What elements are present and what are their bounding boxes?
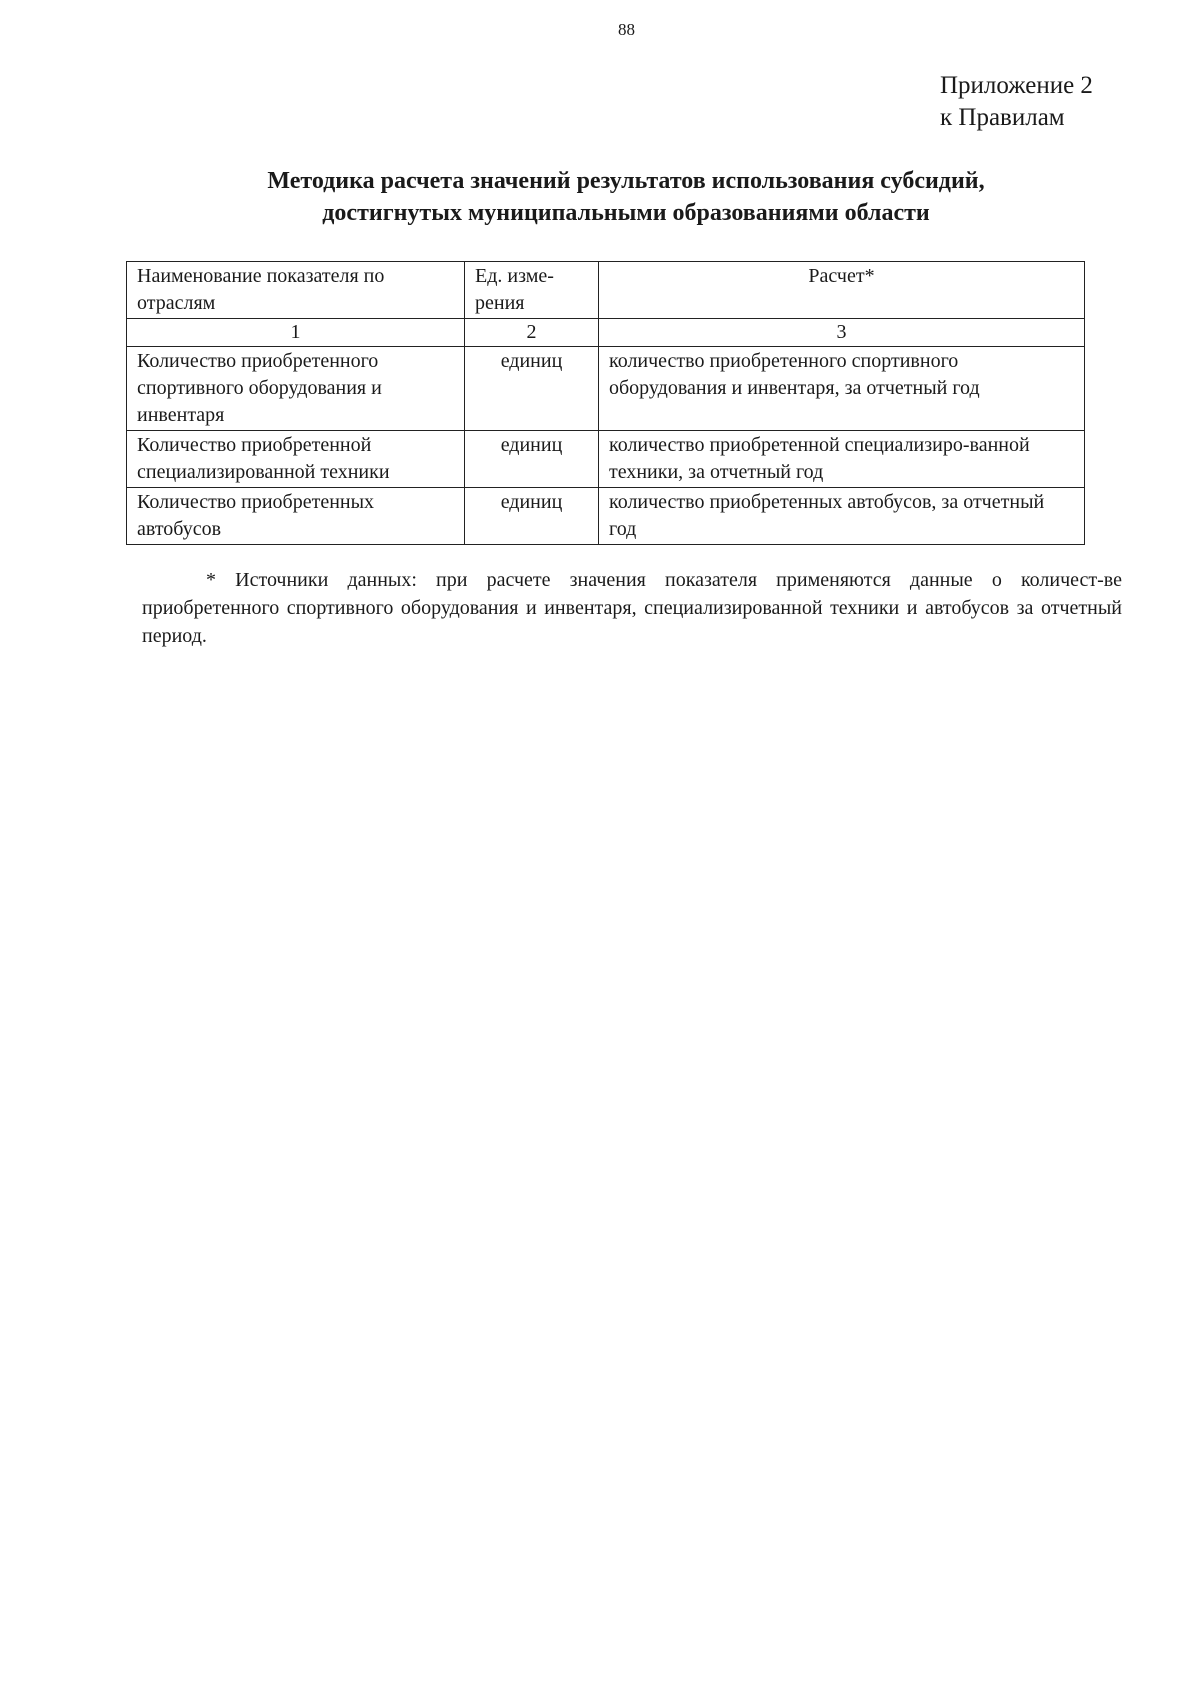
footnote-text: * Источники данных: при расчете значения показателя применяются данные о количест-ве приобретенного спортивного оборудования и инвентаря, специализированной техники и автобусов за отчетный период. [142, 569, 1122, 647]
table-header-row [127, 262, 1085, 319]
unit-cell: единиц [465, 431, 599, 488]
header-unit: Ед. изме-рения [465, 262, 599, 319]
column-number: 2 [465, 319, 599, 347]
indicator-name-cell: Количество приобретенного спортивного оборудования и инвентаря [127, 347, 465, 431]
table-row [127, 488, 1085, 545]
document-title-line-1: Методика расчета значений результатов использования субсидий, [267, 168, 985, 194]
unit-cell: единиц [465, 488, 599, 545]
column-number: 3 [599, 319, 1085, 347]
indicator-table [126, 261, 1085, 545]
table-row [127, 347, 1085, 431]
appendix-heading [940, 70, 1093, 134]
indicator-name-cell: Количество приобретенных автобусов [127, 488, 465, 545]
document-title-line-2: достигнутых муниципальными образованиями области [322, 200, 930, 226]
header-calculation: Расчет* [599, 262, 1085, 319]
unit-cell: единиц [465, 347, 599, 431]
header-indicator-name: Наименование показателя по отраслям [127, 262, 465, 319]
indicator-name-cell: Количество приобретенной специализированной техники [127, 431, 465, 488]
appendix-line-2: к Правилам [940, 104, 1065, 131]
calculation-cell: количество приобретенных автобусов, за отчетный год [599, 488, 1085, 545]
column-number: 1 [127, 319, 465, 347]
table-row [127, 431, 1085, 488]
page-number: 88 [618, 20, 635, 39]
calculation-cell: количество приобретенного спортивного оборудования и инвентаря, за отчетный год [599, 347, 1085, 431]
column-number-row [127, 319, 1085, 347]
calculation-cell: количество приобретенной специализиро-ванной техники, за отчетный год [599, 431, 1085, 488]
data-sources-footnote [142, 566, 1122, 650]
appendix-line-1: Приложение 2 [940, 72, 1093, 99]
document-title [126, 165, 1126, 229]
